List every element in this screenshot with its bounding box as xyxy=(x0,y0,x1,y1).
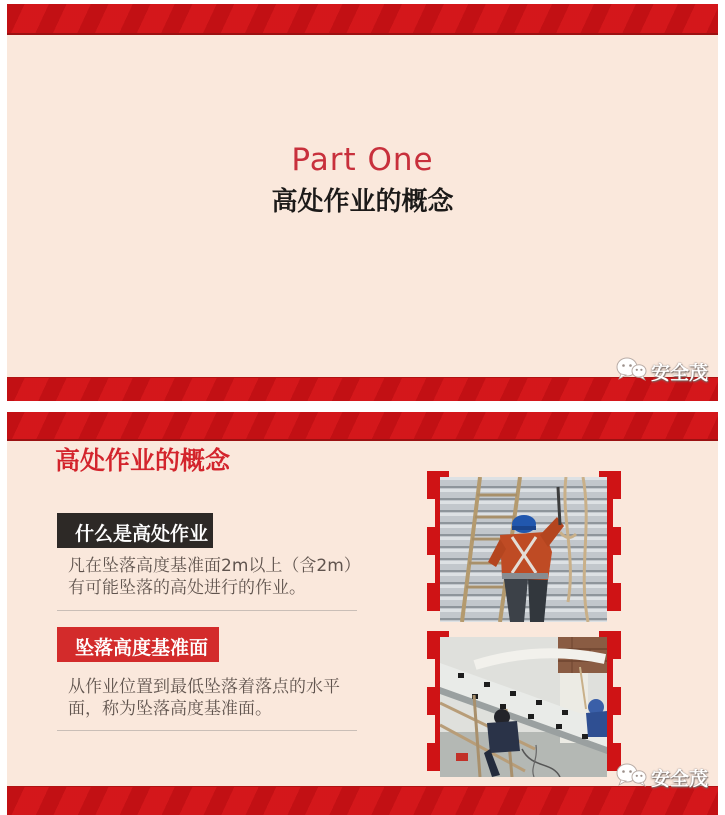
brand-logo-slide-1 xyxy=(615,356,708,386)
section-1-body xyxy=(68,555,361,599)
photo-workers-installing-steel-beam xyxy=(440,637,607,777)
section-label-what-is-work-at-height: 什么是高处作业 xyxy=(57,513,213,548)
section-2-body-line-2: 面，称为坠落高度基准面。 xyxy=(68,699,272,719)
brand-logo-text: 安全茂 xyxy=(650,361,708,384)
slide-2-top-red-bar xyxy=(7,412,718,441)
slide-2 xyxy=(7,412,718,815)
section-2-divider xyxy=(57,730,357,731)
slide-1-bottom-red-bar xyxy=(7,377,718,401)
wechat-icon xyxy=(615,356,647,386)
slide-1 xyxy=(7,4,718,401)
section-1-body-line-2: 有可能坠落的高处进行的作业。 xyxy=(68,578,306,598)
part-label: Part One xyxy=(291,142,434,178)
section-1-divider xyxy=(57,610,357,611)
section-1-body-line-1: 凡在坠落高度基准面2m以上（含2m） xyxy=(68,556,361,576)
wechat-icon xyxy=(615,762,647,792)
photo-worker-climbing-corrugated-wall xyxy=(440,477,607,622)
section-2-body-line-1: 从作业位置到最低坠落着落点的水平 xyxy=(68,677,340,697)
slide-1-title: 高处作业的概念 xyxy=(271,187,454,217)
photo-frame-1 xyxy=(427,471,627,623)
photo-frame-2 xyxy=(427,631,627,778)
section-2-body xyxy=(68,676,340,720)
brand-logo-text: 安全茂 xyxy=(650,767,708,790)
slide-1-top-red-bar xyxy=(7,4,718,35)
section-label-fall-height-datum: 坠落高度基准面 xyxy=(57,627,219,662)
slide-2-title: 高处作业的概念 xyxy=(55,446,231,475)
brand-logo-slide-2 xyxy=(615,762,708,792)
slide-2-bottom-red-bar xyxy=(7,786,718,815)
